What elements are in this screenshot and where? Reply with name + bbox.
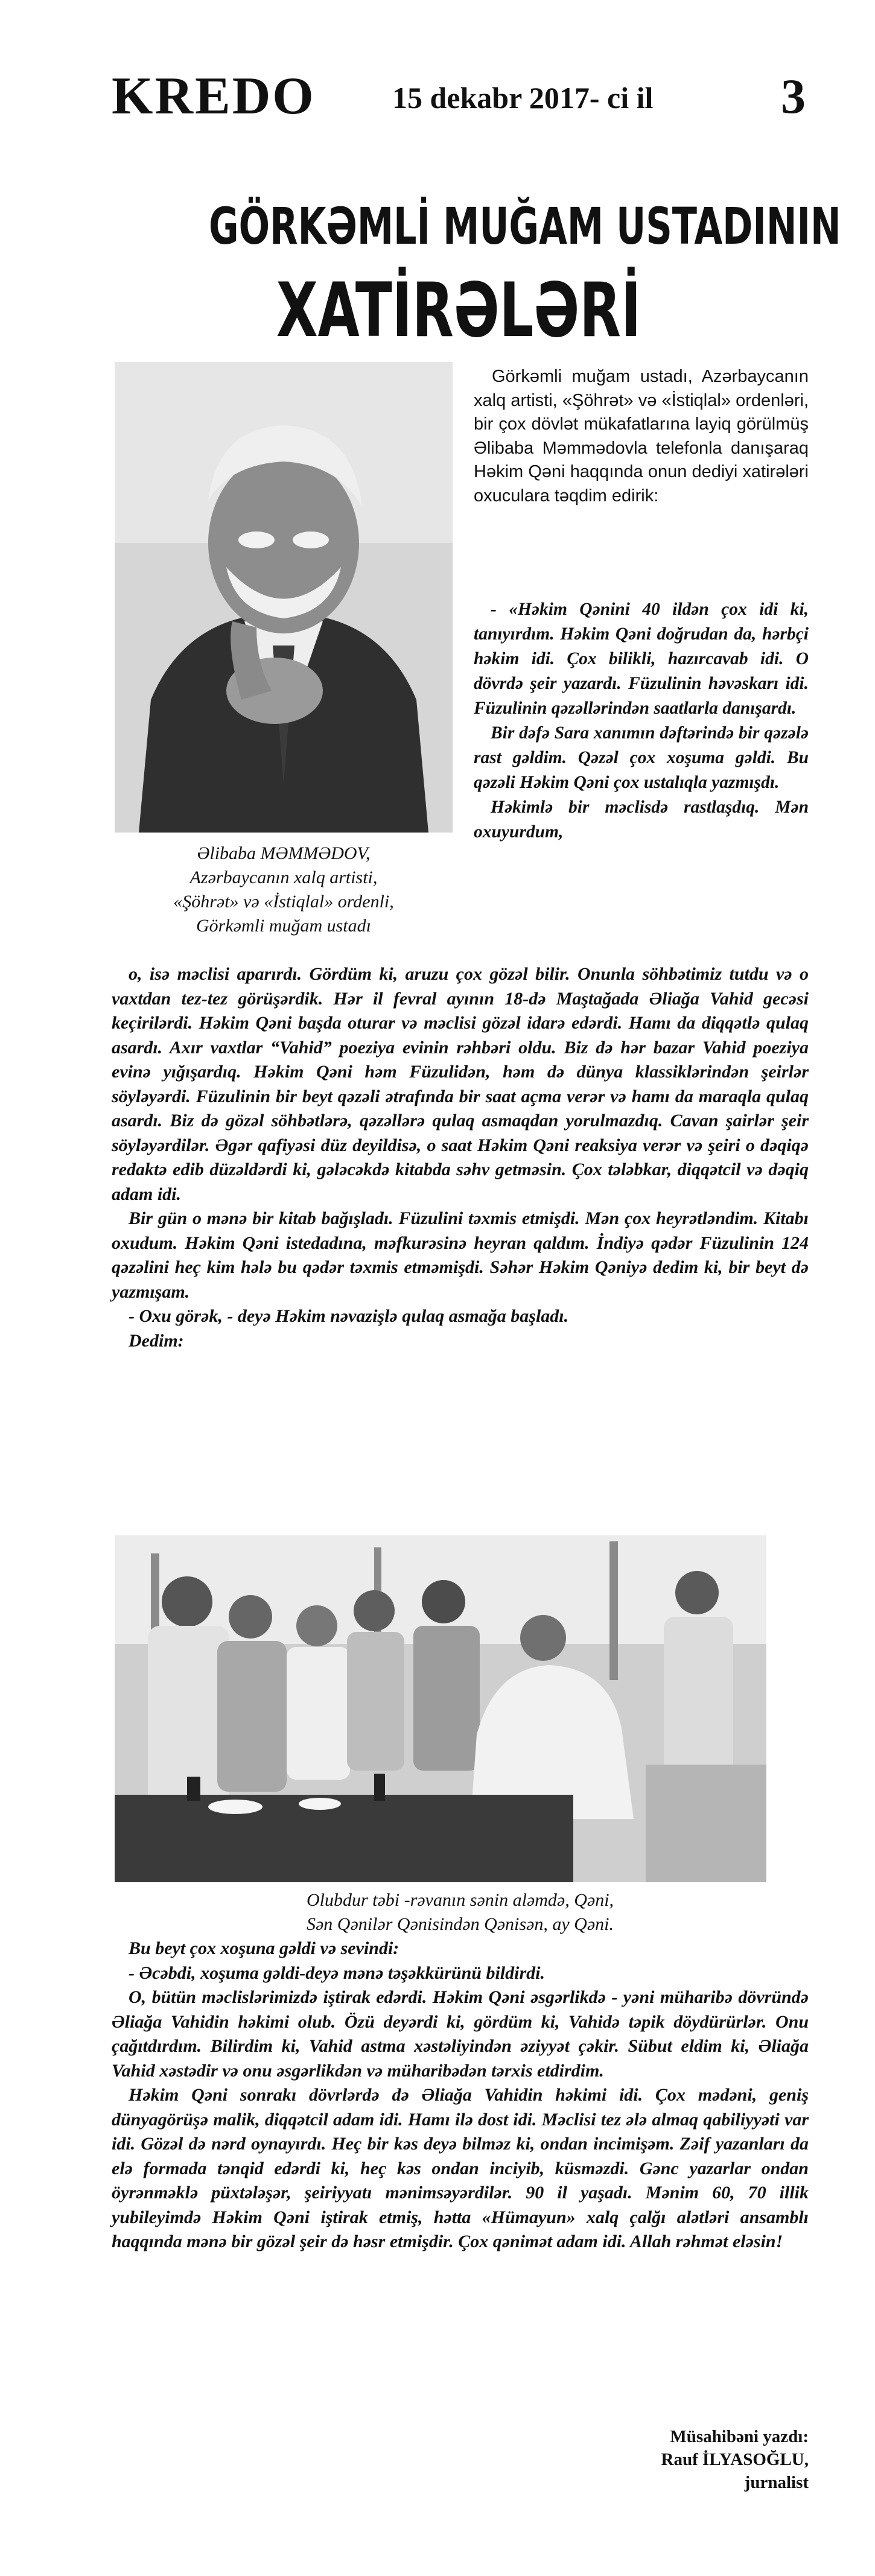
quote-right-column [474, 597, 809, 845]
closing-paragraph: - Əcəbdi, xoşuma gəldi-deyə mənə təşəkkürünü bildirdi. [129, 1962, 545, 1983]
newspaper-masthead: KREDO [112, 67, 316, 125]
page-header [112, 63, 806, 130]
closing-paragraph: Həkim Qəni sonrakı dövrlərdə də Əliağa Vahidin həkimi idi. Çox mədəni, geniş dünyagörüşə malik, diqqətcil adam idi. Hamı ilə dost idi. Məclisi tez ələ almaq qabiliyyəti var idi. Gözəl də nərd oynayırdı. Heç bir kəs deyə bilməz ki, ondan incimişəm. Zəif yazanları da elə formada tənqid edərdi ki, heç kəs ondan inciyib, küsməzdi. Gənc yazarlar ondan öyrənməklə püxtələşər, şeiriyyatı mənimsəyərdilər. 90 il yaşadı. Mənim 60, 70 illik yubileyimdə Həkim Qəni iştirak etmiş, hətta «Hümayun» xalq çalğı alətləri ansamblı haqqında mənə bir gözəl şeir də həsr etmişdir. Çox qənimət adam idi. Allah rəhmət eləsin! [112, 2085, 809, 2251]
issue-date: 15 dekabr 2017- ci il [392, 81, 654, 115]
quote-paragraph: Bir gün o mənə bir kitab bağışladı. Füzulini təxmis etmişdi. Mən çox heyrətləndim. Kitabı oxudum. Həkim Qəni istedadına, məfkurəsinə heyran qaldım. İndiyə qədər Füzulinin 124 qəzəlini heç kim hələ bu qədər təxmis etməmişdi. Səhər Həkim Qəniyə dedim ki, bir beyt də yazmışam. [112, 1208, 809, 1302]
headline-line-2: XATİRƏLƏRİ [276, 267, 641, 354]
quote-paragraph: Dedim: [129, 1330, 184, 1351]
intro-paragraph: Görkəmli muğam ustadı, Azərbaycanın xalq artisti, «Şöhrət» və «İstiqlal» ordenləri, bir çox dövlət mükafatlarına layiq görülmüş Əlibaba Məmmədovla telefonla danışaraq Həkim Qəni haqqında onun dediyi xatirələri oxuculara təqdim edirik: [474, 367, 809, 506]
author-signature [555, 2425, 809, 2494]
caption-name: Əlibaba MƏMMƏDOV, [197, 843, 371, 863]
verse-line-1: Olubdur təbi -rəvanın sənin aləmdə, Qəni, [306, 1890, 614, 1910]
quote-right-paragraph: Bir dəfə Sara xanımın dəftərində bir qəzələ rast gəldim. Qəzəl çox xoşuma gəldi. Bu qəzəli Həkim Qəni çox ustalıqla yazmışdı. [474, 723, 809, 792]
intro-paragraph-block [474, 365, 809, 508]
headline-line-1: GÖRKƏMLİ MUĞAM USTADININ [208, 197, 841, 256]
signature-author-name: Rauf İLYASOĞLU, [661, 2450, 809, 2469]
signature-role: jurnalist [744, 2473, 809, 2492]
quote-paragraph: - Oxu görək, - deyə Həkim nəvazişlə qulaq asmağa başladı. [129, 1306, 569, 1326]
closing-text-block [112, 1937, 809, 2254]
caption-line-4: Görkəmli muğam ustadı [196, 916, 371, 936]
portrait-photo [115, 362, 453, 833]
quote-right-paragraph: Həkimlə bir məclisdə rastlaşdıq. Mən oxuyurdum, [474, 798, 809, 842]
verse-line-2: Sən Qənilər Qənisindən Qənisən, ay Qəni. [306, 1914, 614, 1934]
portrait-caption [115, 842, 453, 938]
group-photo [115, 1535, 766, 1882]
caption-line-2: Azərbaycanın xalq artisti, [189, 868, 378, 887]
quote-right-paragraph: - «Həkim Qənini 40 ildən çox idi ki, tanıyırdım. Həkim Qəni doğrudan da, hərbçi həkim idi. Çox bilikli, hazırcavab idi. O dövrdə şeir yazardı. Füzulinin həvəskarı idi. Füzulinin qəzəllərindən saatlarla danışardı. [474, 600, 809, 718]
quote-paragraph: o, isə məclisi aparırdı. Gördüm ki, aruzu çox gözəl bilir. Onunla söhbətimiz tutdu və o vaxtdan tez-tez görüşərdik. Hər il fevral ayının 18-də Maştağada Əliağa Vahid gecəsi keçirilərdi. Həkim Qəni başda oturar və məclisi gözəl idarə edərdi. Hamı da diqqətlə qulaq asardı. Axır vaxtlar “Vahid” poeziya evinin rəhbəri oldu. Biz də hər bazar Vahid poeziya evinə yığışardıq. Həkim Qəni həm Füzulidən, həm də dünya klassiklərindən şeirlər söyləyərdi. Füzulinin bir beyt qəzəli ətrafında bir saat açma verər və hamı da maraqla qulaq asardı. Biz də gözəl söhbətlərə, qəzəllərə qulaq asmaqdan yorulmazdıq. Cavan şairlər şeir söyləyərdilər. Əgər qafiyəsi düz deyildisə, o saat Həkim Qəni reaksiya verər və şeiri o dəqiqə redaktə edib düzəldərdi ki, gələcəkdə kitabda səhv getməsin. Çox tələbkar, diqqətcil və dəqiq adam idi. [112, 964, 809, 1204]
closing-paragraph: Bu beyt çox xoşuna gəldi və sevindi: [129, 1938, 399, 1958]
page-number: 3 [781, 69, 806, 124]
signature-line-1: Müsahibəni yazdı: [670, 2427, 809, 2446]
verse-couplet [112, 1888, 809, 1937]
closing-paragraph: O, bütün məclislərimizdə iştirak edərdi. Həkim Qəni əsgərlikdə - yəni müharibə dövründə Əliağa Vahidin həkimi olub. Özü deyərdi ki, gördüm ki, Vahidə təpik döydürürlər. Onu çağıtdırdım. Bilirdim ki, Vahid astma xəstəliyindən əziyyət çəkir. Sübut eldim ki, Əliağa Vahid xəstədir və onu əsgərlikdən və müharibədən tərxis etdirdim. [112, 1987, 809, 2081]
quote-full-width [112, 962, 809, 1353]
caption-line-3: «Şöhrət» və «İstiqlal» ordenli, [173, 892, 394, 912]
